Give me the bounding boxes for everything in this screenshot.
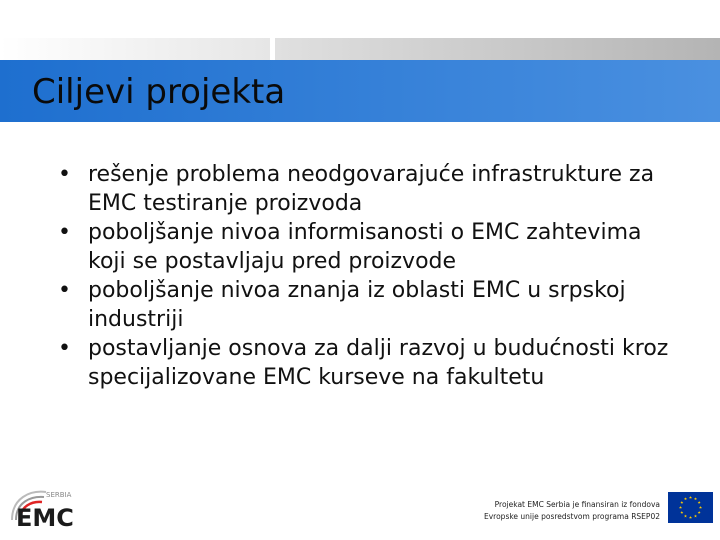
funding-note [440,499,660,523]
bullet-text: poboljšanje nivoa znanja iz oblasti EMC u srpskoj industriji [88,278,626,332]
bullet-icon: • [58,220,71,245]
eu-flag-icon [668,492,713,523]
bullet-item [58,334,678,392]
bullet-list [58,160,678,392]
emc-serbia-logo [6,486,90,530]
funding-line-2: Evropske unije posredstvom programa RSEP02 [484,512,660,521]
bullet-text: poboljšanje nivoa informisanosti o EMC zahtevima koji se postavljaju pred proizvode [88,220,642,274]
header-decoration-right [275,38,720,60]
bullet-icon: • [58,278,71,303]
bullet-text: postavljanje osnova za dalji razvoj u budućnosti kroz specijalizovane EMC kurseve na fakultetu [88,336,669,390]
logo-subtext: SERBIA [46,491,72,499]
funding-line-1: Projekat EMC Serbia je finansiran iz fondova [494,500,660,509]
bullet-icon: • [58,336,71,361]
slide-title: Ciljevi projekta [32,72,286,112]
bullet-item [58,160,678,218]
header-decoration-left [0,38,270,60]
bullet-item [58,218,678,276]
bullet-item [58,276,678,334]
bullet-icon: • [58,162,71,187]
bullet-text: rešenje problema neodgovarajuće infrastrukture za EMC testiranje proizvoda [88,162,655,216]
logo-text: EMC [16,504,74,530]
